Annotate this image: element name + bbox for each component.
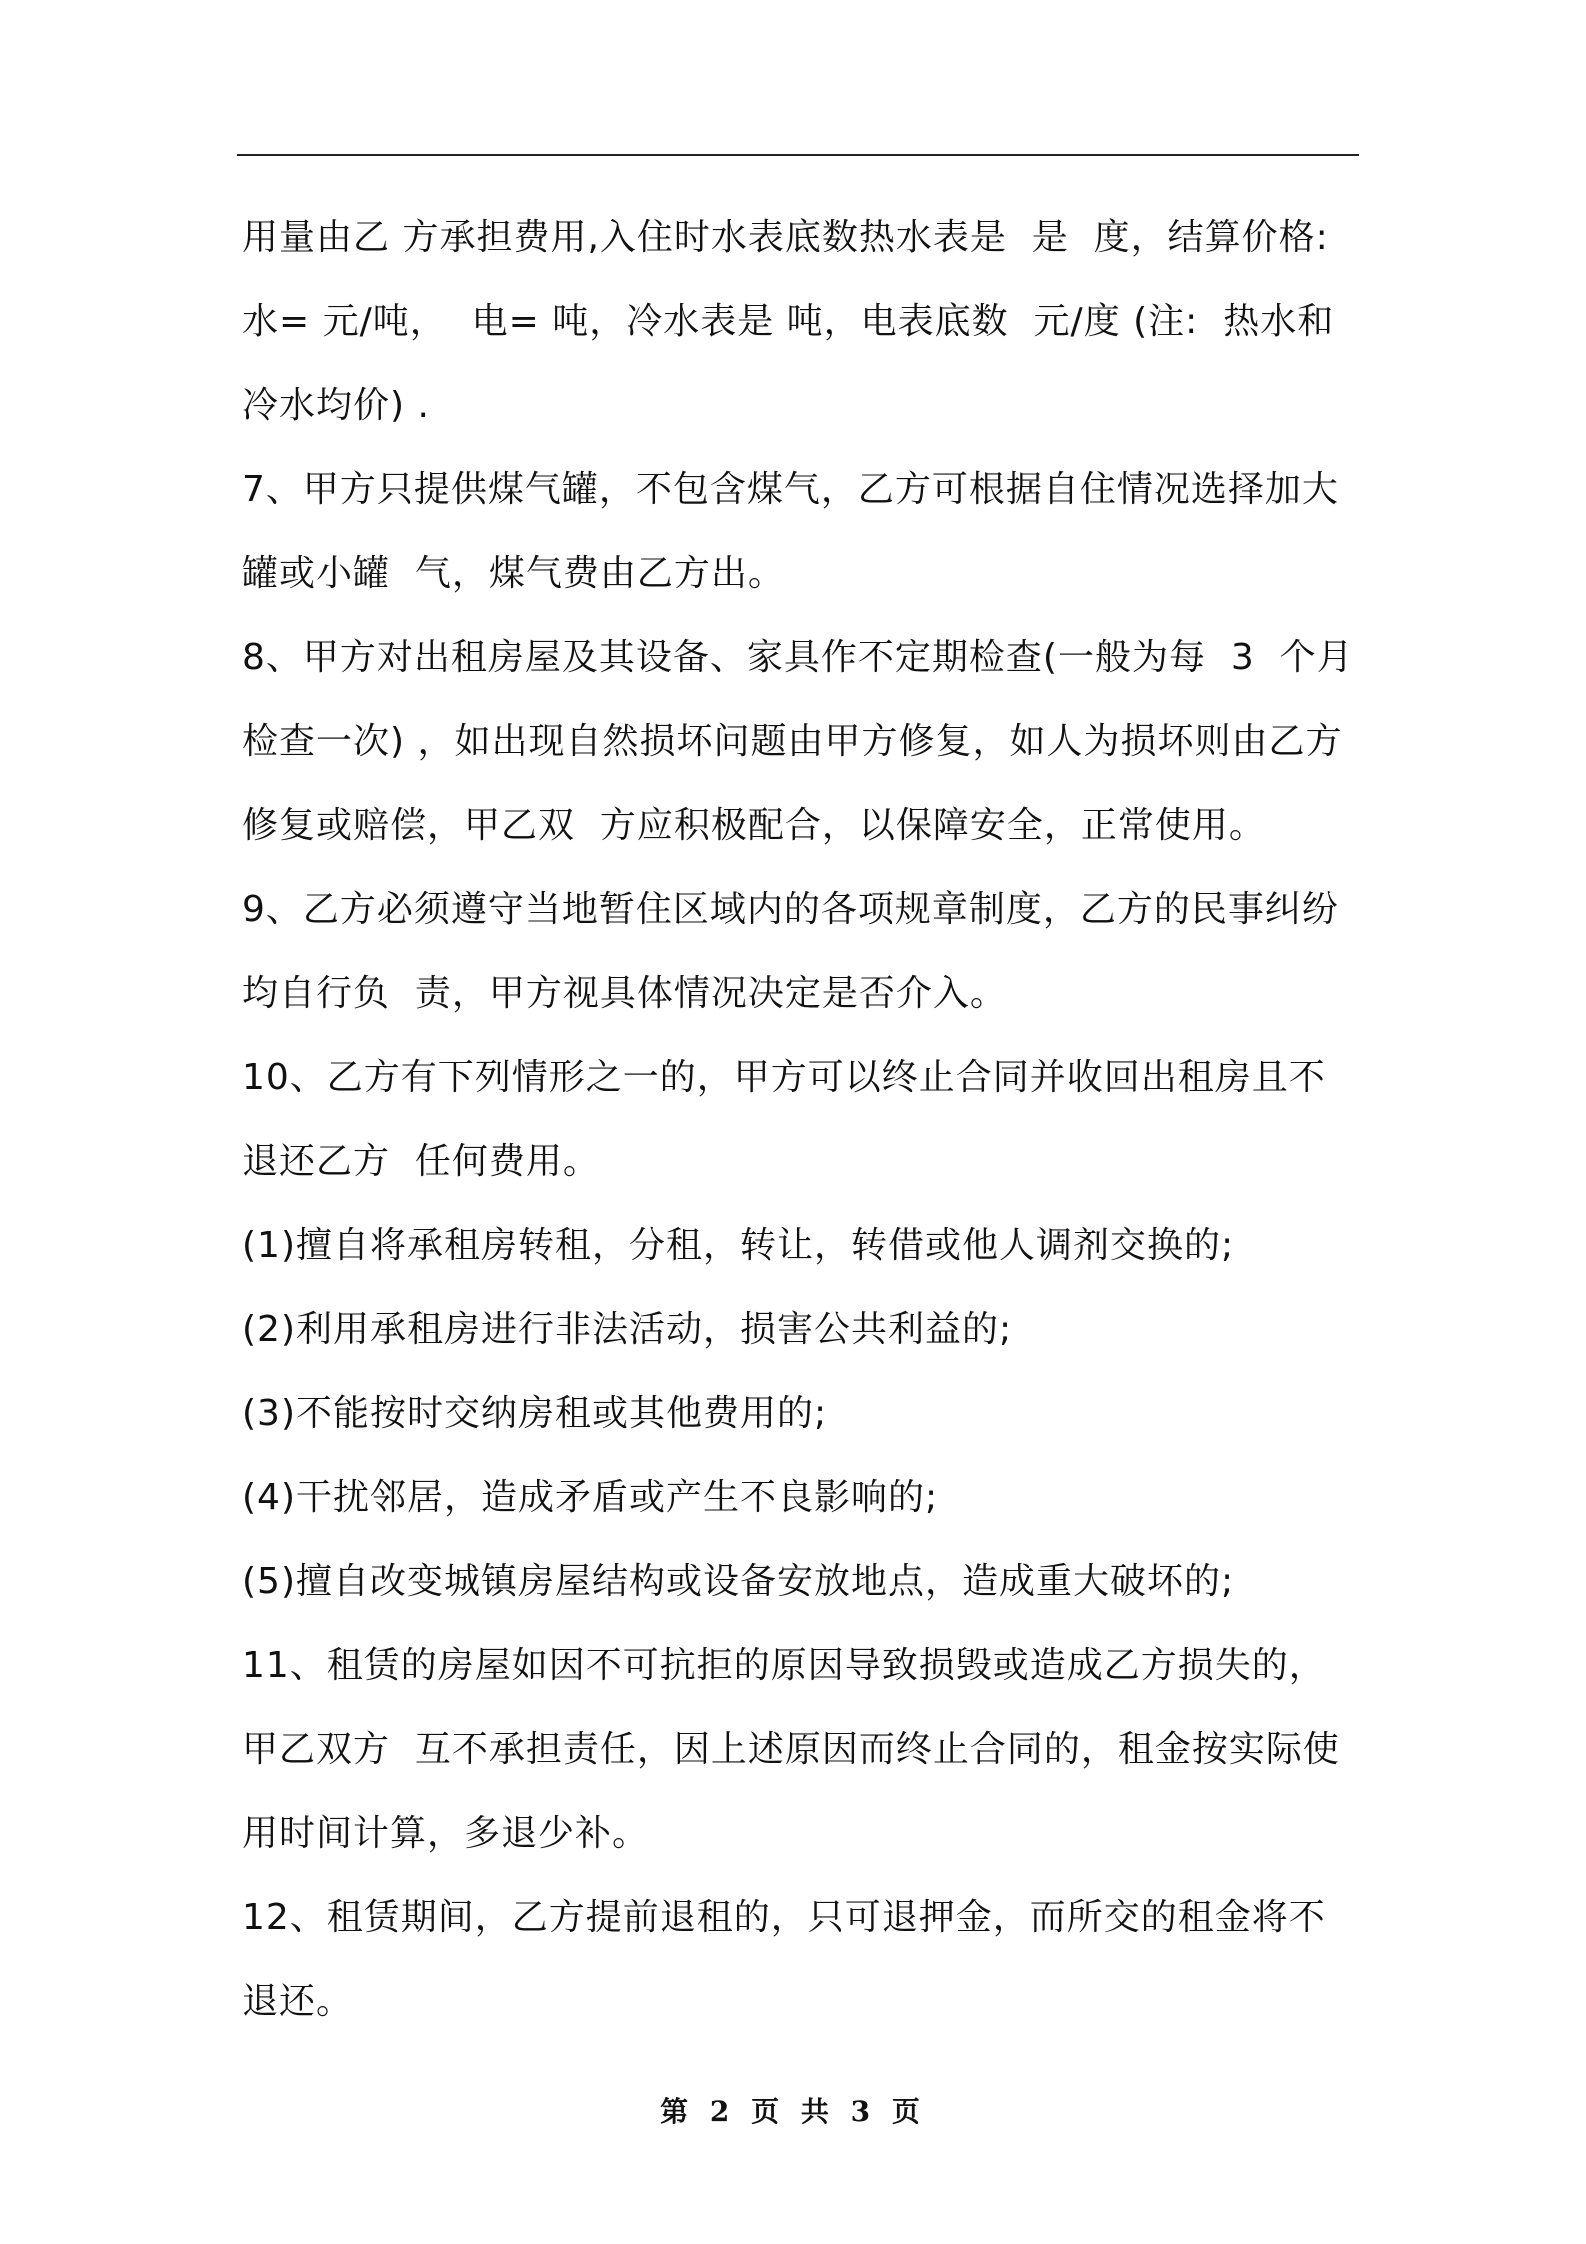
text-line: 11、租赁的房屋如因不可抗拒的原因导致损毁或造成乙方损失的， <box>242 1645 1326 1686</box>
text-line: 用时间计算，多退少补。 <box>242 1813 650 1854</box>
text-line: 用量由乙 方承担费用,入住时水表底数热水表是 是 度，结算价格: <box>242 217 1329 258</box>
text-line: 退还乙方 任何费用。 <box>242 1141 600 1182</box>
text-line: (4)干扰邻居，造成矛盾或产生不良影响的; <box>242 1477 939 1518</box>
header-rule <box>237 154 1359 156</box>
text-line: 7、甲方只提供煤气罐，不包含煤气，乙方可根据自住情况选择加大 <box>242 469 1339 510</box>
text-line: 水= 元/吨， 电= 吨，冷水表是 吨，电表底数 元/度 (注: 热水和 <box>242 301 1335 342</box>
text-line: (3)不能按时交纳房租或其他费用的; <box>242 1393 828 1434</box>
text-line: 检查一次) ，如出现自然损坏问题由甲方修复，如人为损坏则由乙方 <box>242 721 1343 762</box>
document-body <box>242 196 1362 2044</box>
text-line: 均自行负 责，甲方视具体情况决定是否介入。 <box>242 973 1007 1014</box>
text-line: 冷水均价) . <box>242 385 430 426</box>
text-line: (2)利用承租房进行非法活动，损害公共利益的; <box>242 1309 1013 1350</box>
text-line: (1)擅自将承租房转租，分租，转让，转借或他人调剂交换的; <box>242 1225 1235 1266</box>
text-line: 罐或小罐 气，煤气费由乙方出。 <box>242 553 785 594</box>
text-line: 12、租赁期间，乙方提前退租的，只可退押金，而所交的租金将不 <box>242 1897 1326 1938</box>
text-line: 退还。 <box>242 1981 354 2022</box>
text-line: 8、甲方对出租房屋及其设备、家具作不定期检查(一般为每 3 个月 <box>242 637 1354 678</box>
text-line: 修复或赔偿，甲乙双 方应积极配合，以保障安全，正常使用。 <box>242 805 1266 846</box>
page-number-footer: 第 2 页 共 3 页 <box>660 2095 926 2128</box>
text-line: 10、乙方有下列情形之一的，甲方可以终止合同并收回出租房且不 <box>242 1057 1326 1098</box>
text-line: (5)擅自改变城镇房屋结构或设备安放地点，造成重大破坏的; <box>242 1561 1235 1602</box>
text-line: 甲乙双方 互不承担责任，因上述原因而终止合同的，租金按实际使 <box>242 1729 1340 1770</box>
text-line: 9、乙方必须遵守当地暂住区域内的各项规章制度，乙方的民事纠纷 <box>242 889 1339 930</box>
